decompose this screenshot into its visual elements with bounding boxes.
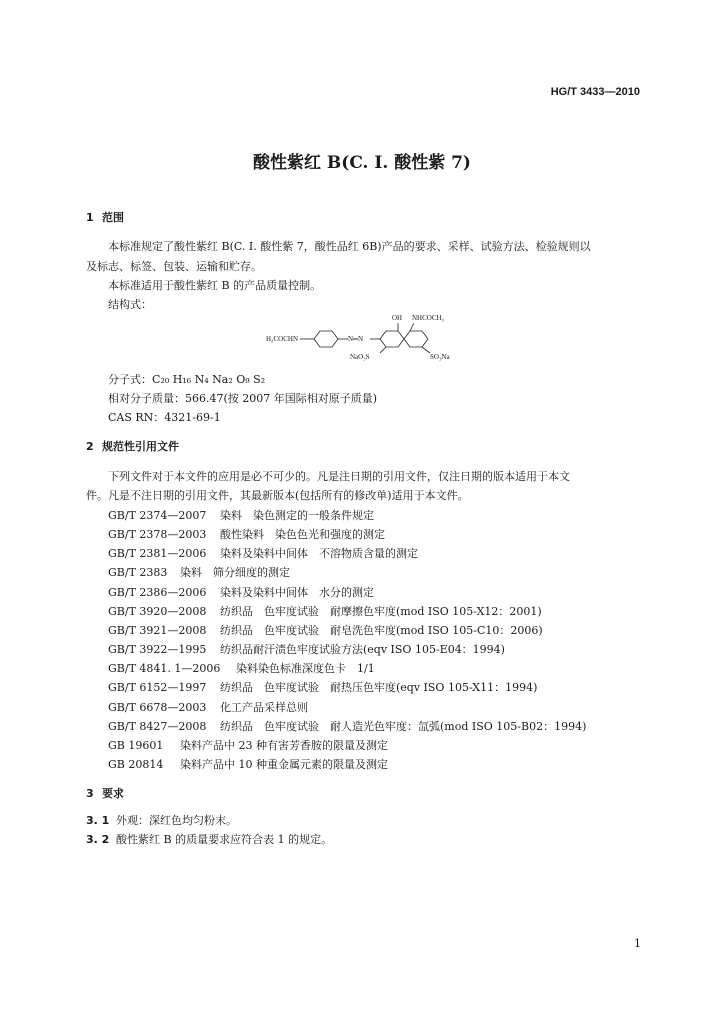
reference-item [108, 545, 418, 561]
reference-item [108, 699, 308, 715]
reference-title: 染料产品中 10 种重金属元素的限量及测定 [180, 758, 388, 771]
references-intro-line2: 件。凡是不注日期的引用文件，其最新版本(包括所有的修改单)适用于本文件。 [86, 489, 469, 502]
reference-code: GB/T 2383 [108, 566, 168, 579]
reference-code: GB 20814 [108, 758, 164, 771]
section-number: 2 [86, 440, 94, 453]
scope-paragraph-2: 本标准适用于酸性紫红 B 的产品质量控制。 [108, 279, 322, 292]
reference-title: 化工产品采样总则 [220, 701, 308, 714]
page-number: 1 [634, 937, 641, 950]
reference-title: 纺织品 色牢度试验 耐摩擦色牢度(mod ISO 105-X12：2001) [220, 605, 542, 618]
left-sulfonate-label: NaO₃S [350, 353, 370, 361]
section-title: 规范性引用文件 [102, 440, 179, 453]
reference-item [108, 603, 542, 619]
reference-code: GB/T 2378—2003 [108, 528, 207, 541]
benzene-ring [314, 331, 338, 347]
document-title: 酸性紫红 B(C. I. 酸性紫 7) [253, 153, 471, 173]
reference-code: GB/T 3920—2008 [108, 605, 207, 618]
clause-text: 外观：深红色均匀粉末。 [116, 814, 237, 827]
right-sulfonate-label: SO₃Na [430, 353, 450, 361]
section-number: 1 [86, 211, 94, 224]
molecular-formula: 分子式：C₂₀ H₁₆ N₄ Na₂ O₉ S₂ [108, 373, 266, 386]
reference-title: 酸性染料 染色色光和强度的测定 [220, 528, 385, 541]
nhcoch3-group-label: NHCOCH₃ [412, 314, 444, 322]
reference-code: GB/T 8427—2008 [108, 720, 207, 733]
structure-label: 结构式： [108, 298, 152, 311]
scope-paragraph-line1: 本标准规定了酸性紫红 B(C. I. 酸性紫 7，酸性品红 6B)产品的要求、采样、试验方法、检验规则以 [108, 240, 591, 253]
clause-text: 酸性紫红 B 的质量要求应符合表 1 的规定。 [116, 833, 333, 846]
reference-item [108, 564, 290, 580]
section-2-heading [86, 438, 179, 454]
reference-item [108, 660, 375, 676]
reference-code: GB/T 3922—1995 [108, 643, 207, 656]
reference-item [108, 641, 505, 657]
reference-code: GB/T 2374—2007 [108, 509, 207, 522]
section-title: 范围 [102, 211, 124, 224]
reference-title: 染料及染料中间体 水分的测定 [220, 586, 374, 599]
azo-group-label: N═N [348, 335, 364, 343]
reference-item [108, 756, 388, 772]
reference-item [108, 718, 586, 734]
reference-item [108, 622, 543, 638]
clause-number: 3. 2 [86, 833, 110, 846]
reference-title: 染料 筛分细度的测定 [180, 566, 290, 579]
reference-title: 染料染色标准深度色卡 1/1 [236, 662, 375, 675]
reference-title: 染料 染色测定的一般条件规定 [220, 509, 374, 522]
acetamido-group-label: H₃COCHN [266, 335, 298, 343]
reference-code: GB/T 6678—2003 [108, 701, 207, 714]
reference-code: GB/T 3921—2008 [108, 624, 207, 637]
references-intro-line1: 下列文件对于本文件的应用是必不可少的。凡是注日期的引用文件，仅注日期的版本适用于本文 [108, 470, 570, 483]
structural-formula [262, 312, 482, 364]
hydroxy-group-label: OH [392, 314, 403, 322]
reference-item [108, 507, 374, 523]
section-number: 3 [86, 787, 94, 800]
clause-number: 3. 1 [86, 814, 110, 827]
molecular-mass: 相对分子质量：566.47(按 2007 年国际相对原子质量) [108, 392, 378, 405]
reference-title: 纺织品 色牢度试验 耐热压色牢度(eqv ISO 105-X11：1994) [220, 681, 538, 694]
reference-code: GB/T 4841. 1—2006 [108, 662, 221, 675]
section-3-heading [86, 785, 124, 801]
section-title: 要求 [102, 787, 124, 800]
scope-paragraph-line2: 及标志、标签、包装、运输和贮存。 [86, 260, 262, 273]
reference-item [108, 679, 537, 695]
reference-title: 纺织品 色牢度试验 耐人造光色牢度：氙弧(mod ISO 105-B02：1994) [220, 720, 587, 733]
reference-item [108, 584, 374, 600]
clause-3-1 [86, 812, 237, 828]
reference-item [108, 737, 388, 753]
reference-title: 纺织品耐汗渍色牢度试验方法(eqv ISO 105-E04：1994) [220, 643, 505, 656]
reference-title: 纺织品 色牢度试验 耐皂洗色牢度(mod ISO 105-C10：2006) [220, 624, 543, 637]
reference-item [108, 526, 385, 542]
reference-code: GB/T 2381—2006 [108, 547, 207, 560]
reference-code: GB/T 6152—1997 [108, 681, 207, 694]
reference-code: GB 19601 [108, 739, 164, 752]
cas-number: CAS RN：4321-69-1 [108, 411, 221, 424]
reference-code: GB/T 2386—2006 [108, 586, 207, 599]
naphthalene-ring-right [404, 331, 428, 347]
naphthalene-ring-left [380, 331, 404, 347]
section-1-heading [86, 209, 124, 225]
reference-title: 染料产品中 23 种有害芳香胺的限量及测定 [180, 739, 388, 752]
standard-code: HG/T 3433—2010 [550, 86, 640, 98]
reference-title: 染料及染料中间体 不溶物质含量的测定 [220, 547, 418, 560]
clause-3-2 [86, 831, 332, 847]
